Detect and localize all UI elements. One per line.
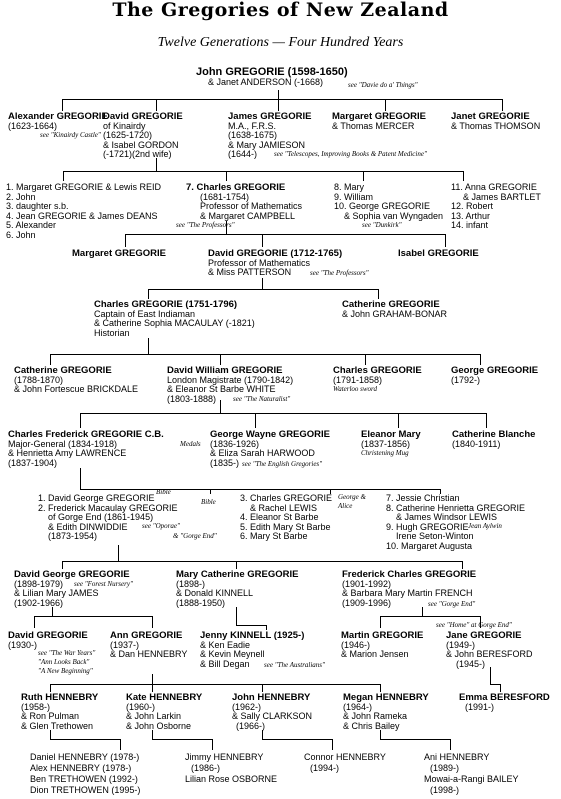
- list-item[interactable]: 2. John: [6, 191, 36, 202]
- spouse-dates: (1644-): [228, 149, 258, 160]
- spouse: & Eleanor St Barbe WHITE: [167, 384, 276, 395]
- spouse: & John Fortescue BRICKDALE: [14, 384, 139, 395]
- story-note[interactable]: see "Oporae": [142, 522, 180, 530]
- person-margaret-gregorie-g4[interactable]: Margaret GREGORIE: [72, 248, 166, 259]
- list-item[interactable]: 9. William: [334, 191, 374, 202]
- list-item[interactable]: 2. Frederick Macaulay GREGORIE: [38, 502, 178, 513]
- grandchildren-list-3: [304, 752, 386, 774]
- story-note[interactable]: see "The Professors": [310, 269, 369, 277]
- grandchildren-list-1: [30, 752, 140, 796]
- list-item[interactable]: & James Windsor LEWIS: [396, 512, 498, 523]
- list-item[interactable]: 11. Anna GREGORIE: [451, 182, 537, 192]
- dates: (1901-1992): [342, 578, 392, 589]
- list-item[interactable]: 5. Alexander: [6, 220, 57, 231]
- list-item[interactable]: Lilian Rose OSBORNE: [185, 774, 278, 784]
- spouse: & Catherine Sophia MACAULAY (-1821): [94, 318, 255, 329]
- story-note[interactable]: Medals: [180, 440, 201, 448]
- list-item[interactable]: (1989-): [430, 763, 460, 773]
- page-subtitle: Twelve Generations — Four Hundred Years: [157, 35, 404, 50]
- person-name: Catherine GREGORIE: [14, 365, 112, 376]
- story-note[interactable]: see "Kinairdy Castle": [40, 131, 101, 140]
- person-name: David GREGORIE: [103, 111, 183, 122]
- list-item[interactable]: 3. Charles GREGORIE: [240, 493, 333, 503]
- spouse: & Lilian Mary JAMES: [14, 588, 99, 599]
- spouse: & John Larkin: [126, 711, 182, 722]
- list-item[interactable]: 6. Mary St Barbe: [240, 531, 308, 542]
- list-item[interactable]: 8. Catherine Henrietta GREGORIE: [386, 502, 526, 513]
- story-note[interactable]: "A New Beginning": [38, 667, 93, 675]
- list-item[interactable]: 7. Jessie Christian: [386, 493, 460, 503]
- list-item[interactable]: (1998-): [430, 785, 460, 795]
- dates: (1964-): [343, 701, 373, 712]
- person-name: Janet GREGORIE: [451, 111, 530, 122]
- spouse: & John Osborne: [126, 720, 192, 731]
- title: of Kinairdy: [103, 120, 146, 131]
- story-note[interactable]: see "The English Gregories": [242, 460, 323, 468]
- person-charles-gregorie-1681[interactable]: [176, 182, 303, 231]
- person-name: Charles GREGORIE: [333, 365, 422, 376]
- person-jenny-kinnell[interactable]: [200, 630, 325, 669]
- list-item[interactable]: Irene Seton-Winton: [396, 531, 474, 542]
- list-item[interactable]: 1. David George GREGORIE: [38, 493, 155, 503]
- person-eleanor-mary[interactable]: [361, 430, 421, 459]
- dates: (1836-1926): [210, 438, 260, 449]
- story-note[interactable]: see "The War Years": [38, 649, 96, 657]
- title: London Magistrate (1790-1842): [167, 374, 294, 385]
- person-isabel-gregorie[interactable]: Isabel GREGORIE: [398, 248, 479, 259]
- person-name: Ann GREGORIE: [110, 630, 183, 641]
- list-item[interactable]: 10. George GREGORIE: [334, 201, 431, 212]
- person-john-hennebry[interactable]: [232, 693, 312, 731]
- person-megan-hennebry[interactable]: [343, 693, 429, 731]
- story-note-home[interactable]: see "Home" at Gorge End": [436, 621, 512, 629]
- person-mary-catherine-gregorie[interactable]: [176, 570, 298, 608]
- person-name: George GREGORIE: [451, 365, 539, 376]
- list-item[interactable]: 10. Margaret Augusta: [386, 540, 473, 551]
- list-item[interactable]: & Edith DINWIDDIE: [48, 521, 128, 532]
- list-item[interactable]: 9. Hugh GREGORIE: [386, 521, 469, 532]
- person-name: John GREGORIE (1598-1650): [196, 66, 348, 78]
- dates: (1625-1720): [103, 130, 153, 141]
- story-note[interactable]: see "The Professors": [176, 221, 235, 230]
- spouse-dates: (1945-): [456, 658, 486, 669]
- spouse: & Glen Trethowen: [21, 720, 94, 731]
- spouse: & Marion Jensen: [341, 649, 409, 660]
- spouse: & Dan HENNEBRY: [110, 649, 188, 660]
- person-ruth-hennebry[interactable]: [21, 693, 98, 731]
- person-ann-gregorie[interactable]: [110, 631, 187, 660]
- spouse-dates: (1835-): [210, 457, 240, 468]
- spouse: & Sally CLARKSON: [232, 711, 313, 722]
- list-item[interactable]: Alex HENNEBRY (1978-): [30, 763, 132, 773]
- person-kate-hennebry[interactable]: [126, 693, 202, 731]
- dates: (1898-1979): [14, 578, 64, 589]
- list-item[interactable]: 8. Mary: [334, 182, 365, 192]
- dates: (1960-): [126, 701, 156, 712]
- person-name: Emma BERESFORD: [459, 692, 550, 703]
- list-item[interactable]: Dion TRETHOWEN (1995-): [30, 785, 141, 795]
- spouse-title: Historian: [94, 327, 130, 338]
- story-note[interactable]: see "The Naturalist": [233, 395, 291, 403]
- spouse-dates: (1837-1904): [8, 457, 58, 468]
- spouse: & Bill Degan: [200, 658, 250, 669]
- dates: (1791-1858): [333, 374, 383, 385]
- dates: (1681-1754): [200, 191, 250, 202]
- grandchildren-list-4: [424, 752, 519, 796]
- person-john-gregorie-1598[interactable]: [196, 66, 418, 89]
- story-note[interactable]: George & Alice: [338, 493, 366, 510]
- person-george-wayne-gregorie[interactable]: [210, 430, 330, 468]
- spouse-dates: (-1721)(2nd wife): [103, 149, 172, 160]
- dates: (1946-): [341, 639, 371, 650]
- dates: (1898-): [176, 578, 206, 589]
- spouse: & Donald KINNELL: [176, 588, 254, 599]
- spouse: & Margaret CAMPBELL: [200, 210, 296, 221]
- person-catherine-gregorie-g5[interactable]: [342, 300, 447, 319]
- person-david-gregorie-kinairdy[interactable]: [103, 112, 183, 160]
- person-david-george-gregorie[interactable]: [14, 569, 133, 608]
- story-note[interactable]: "Ann Looks Back": [38, 658, 90, 666]
- story-note[interactable]: Christening Mug: [361, 449, 409, 458]
- title: M.A., F.R.S.: [228, 120, 277, 131]
- person-name: Catherine Blanche: [452, 429, 536, 440]
- person-name: John HENNEBRY: [232, 692, 311, 703]
- bible-note[interactable]: Bible: [201, 498, 216, 506]
- person-name: Margaret GREGORIE: [332, 111, 426, 122]
- spouse: & Thomas THOMSON: [451, 120, 541, 131]
- story-note[interactable]: see "Gorge End": [428, 600, 476, 608]
- list-item[interactable]: 4. Eleanor St Barbe: [240, 512, 319, 523]
- list-item[interactable]: 13. Arthur: [451, 210, 491, 221]
- list-item[interactable]: (1873-1954): [48, 531, 98, 542]
- list-item[interactable]: Connor HENNEBRY: [304, 752, 386, 762]
- dates: (1937-): [110, 639, 140, 650]
- story-note[interactable]: see "Forest Nursery": [74, 580, 133, 588]
- person-catherine-gregorie-1788[interactable]: [14, 366, 138, 395]
- story-note[interactable]: see "Telescopes, Improving Books & Patent Medicine": [274, 150, 427, 158]
- spouse: & John Rameka: [343, 711, 408, 722]
- dates: (1958-): [21, 701, 51, 712]
- person-name: Jenny KINNELL (1925-): [200, 630, 305, 641]
- list-item[interactable]: & Rachel LEWIS: [250, 502, 318, 513]
- dates: (1623-1664): [8, 120, 58, 131]
- person-emma-beresford[interactable]: [459, 693, 550, 712]
- spouse: & Henrietta Amy LAWRENCE: [8, 448, 127, 459]
- spouse-dates: (1966-): [236, 720, 266, 731]
- spouse-dates: (1902-1966): [14, 597, 64, 608]
- person-janet-gregorie[interactable]: [451, 112, 540, 131]
- dates: (1930-): [8, 639, 38, 650]
- person-name: James GREGORIE: [228, 111, 312, 122]
- dates: (1962-): [232, 701, 262, 712]
- spouse-dates: (1803-1888): [167, 393, 217, 404]
- children-list-middle: [334, 183, 443, 231]
- dates: (1792-): [451, 374, 481, 385]
- title: Professor of Mathematics: [200, 201, 303, 212]
- person-name: David William GREGORIE: [167, 365, 283, 376]
- person-name: Mary Catherine GREGORIE: [176, 569, 299, 580]
- title: Captain of East Indiaman: [94, 308, 196, 319]
- person-name: David GREGORIE: [8, 630, 88, 641]
- spouse: & John GRAHAM-BONAR: [342, 308, 448, 319]
- dates: (1991-): [465, 701, 495, 712]
- spouse: & Kevin Meynell: [200, 649, 265, 660]
- person-charles-frederick-gregorie[interactable]: [8, 429, 201, 468]
- person-name: Frederick Charles GREGORIE: [342, 569, 477, 580]
- person-name: 7. Charles GREGORIE: [186, 182, 286, 193]
- title: Professor of Mathematics: [208, 257, 311, 268]
- person-name: Catherine GREGORIE: [342, 299, 440, 310]
- list-item[interactable]: Ben TRETHOWEN (1992-): [30, 774, 138, 784]
- person-name: Megan HENNEBRY: [343, 692, 429, 703]
- list-item[interactable]: 6. John: [6, 229, 36, 240]
- person-margaret-gregorie[interactable]: [332, 112, 426, 131]
- person-name: Eleanor Mary: [361, 429, 421, 440]
- person-jane-gregorie[interactable]: [446, 631, 533, 669]
- spouse: & Ken Eadie: [200, 639, 251, 650]
- person-name: Charles Frederick GREGORIE C.B.: [8, 429, 164, 440]
- spouse: & Chris Bailey: [343, 720, 400, 731]
- story-note[interactable]: see "Dunkirk": [362, 221, 402, 230]
- children-list-g8-middle: [240, 493, 366, 542]
- person-charles-gregorie-1791[interactable]: [333, 366, 422, 395]
- person-catherine-blanche[interactable]: [452, 430, 535, 449]
- children-list-left: [6, 183, 161, 241]
- list-item[interactable]: 5. Edith Mary St Barbe: [240, 521, 331, 532]
- person-martin-gregorie[interactable]: [341, 631, 423, 660]
- person-george-gregorie-1792[interactable]: [451, 366, 538, 385]
- list-item[interactable]: (1994-): [310, 763, 340, 773]
- grandchildren-list-2: [185, 752, 277, 785]
- children-list-g8-right: [386, 494, 525, 552]
- dates: (1638-1675): [228, 130, 278, 141]
- list-item[interactable]: Daniel HENNEBRY (1978-): [30, 752, 140, 762]
- person-name: Ruth HENNEBRY: [21, 692, 99, 703]
- list-item[interactable]: Jimmy HENNEBRY: [185, 752, 264, 762]
- person-frederick-charles-gregorie[interactable]: [342, 570, 476, 608]
- list-item[interactable]: 12. Robert: [451, 201, 494, 212]
- person-david-gregorie-1712[interactable]: [208, 248, 369, 278]
- list-item[interactable]: Mowai-a-Rangi BAILEY: [424, 774, 519, 784]
- list-item[interactable]: & Sophia van Wyngaden: [344, 210, 443, 221]
- list-item[interactable]: 1. Margaret GREGORIE & Lewis REID: [6, 182, 162, 192]
- person-name: Martin GREGORIE: [341, 630, 424, 641]
- spouse: & John BERESFORD: [446, 649, 533, 660]
- bible-note[interactable]: Bible: [156, 488, 171, 496]
- story-note[interactable]: see "The Australians": [264, 661, 325, 669]
- spouse: & Barbara Mary Martin FRENCH: [342, 588, 473, 599]
- list-item[interactable]: 3. daughter s.b.: [6, 201, 69, 212]
- spouse: & Miss PATTERSON: [208, 267, 292, 278]
- list-item[interactable]: 14. infant: [451, 220, 489, 231]
- page-title: The Gregories of New Zealand: [112, 0, 449, 21]
- story-note[interactable]: see "Davie do a' Things": [348, 81, 418, 89]
- dates: (1840-1911): [452, 438, 501, 449]
- list-item[interactable]: 4. Jean GREGORIE & James DEANS: [6, 210, 158, 221]
- list-item[interactable]: & James BARTLET: [463, 191, 541, 202]
- spouse: & Janet ANDERSON (-1668): [208, 77, 324, 87]
- person-name: David GREGORIE (1712-1765): [208, 248, 343, 259]
- dates: (1837-1856): [361, 438, 411, 449]
- person-name: Charles GREGORIE (1751-1796): [94, 299, 238, 310]
- person-david-william-gregorie[interactable]: [167, 366, 293, 404]
- person-charles-gregorie-1751[interactable]: [94, 300, 255, 338]
- person-alexander-gregorie[interactable]: [8, 112, 108, 141]
- spouse-dates: (1888-1950): [176, 597, 226, 608]
- dates: (1788-1870): [14, 374, 64, 385]
- spouse: & Eliza Sarah HARWOOD: [210, 448, 315, 459]
- list-item[interactable]: (1986-): [191, 763, 221, 773]
- person-name: David George GREGORIE: [14, 569, 130, 580]
- spouse: & Isabel GORDON: [103, 139, 179, 150]
- list-item[interactable]: Ani HENNEBRY: [424, 752, 490, 762]
- person-david-gregorie-1930[interactable]: [8, 630, 96, 675]
- person-name: George Wayne GREGORIE: [210, 429, 331, 440]
- children-list-right: [451, 183, 541, 231]
- spouse-dates: (1909-1996): [342, 597, 392, 608]
- spouse: & Thomas MERCER: [332, 120, 415, 131]
- spouse: & Mary JAMIESON: [228, 139, 306, 150]
- person-name: Alexander GREGORIE: [8, 111, 108, 122]
- dates: (1949-): [446, 639, 476, 650]
- person-name: Kate HENNEBRY: [126, 692, 203, 703]
- story-note[interactable]: Jean Aylwin: [468, 522, 502, 530]
- spouse: & Ron Pulman: [21, 711, 80, 722]
- children-list-g8-left: [38, 488, 217, 542]
- story-note[interactable]: Waterloo sword: [333, 385, 378, 394]
- story-note[interactable]: & "Gorge End": [173, 532, 217, 540]
- person-name: Jane GREGORIE: [446, 630, 522, 641]
- title: Major-General (1834-1918): [8, 438, 118, 449]
- list-item[interactable]: of Gorge End (1861-1945): [48, 512, 154, 523]
